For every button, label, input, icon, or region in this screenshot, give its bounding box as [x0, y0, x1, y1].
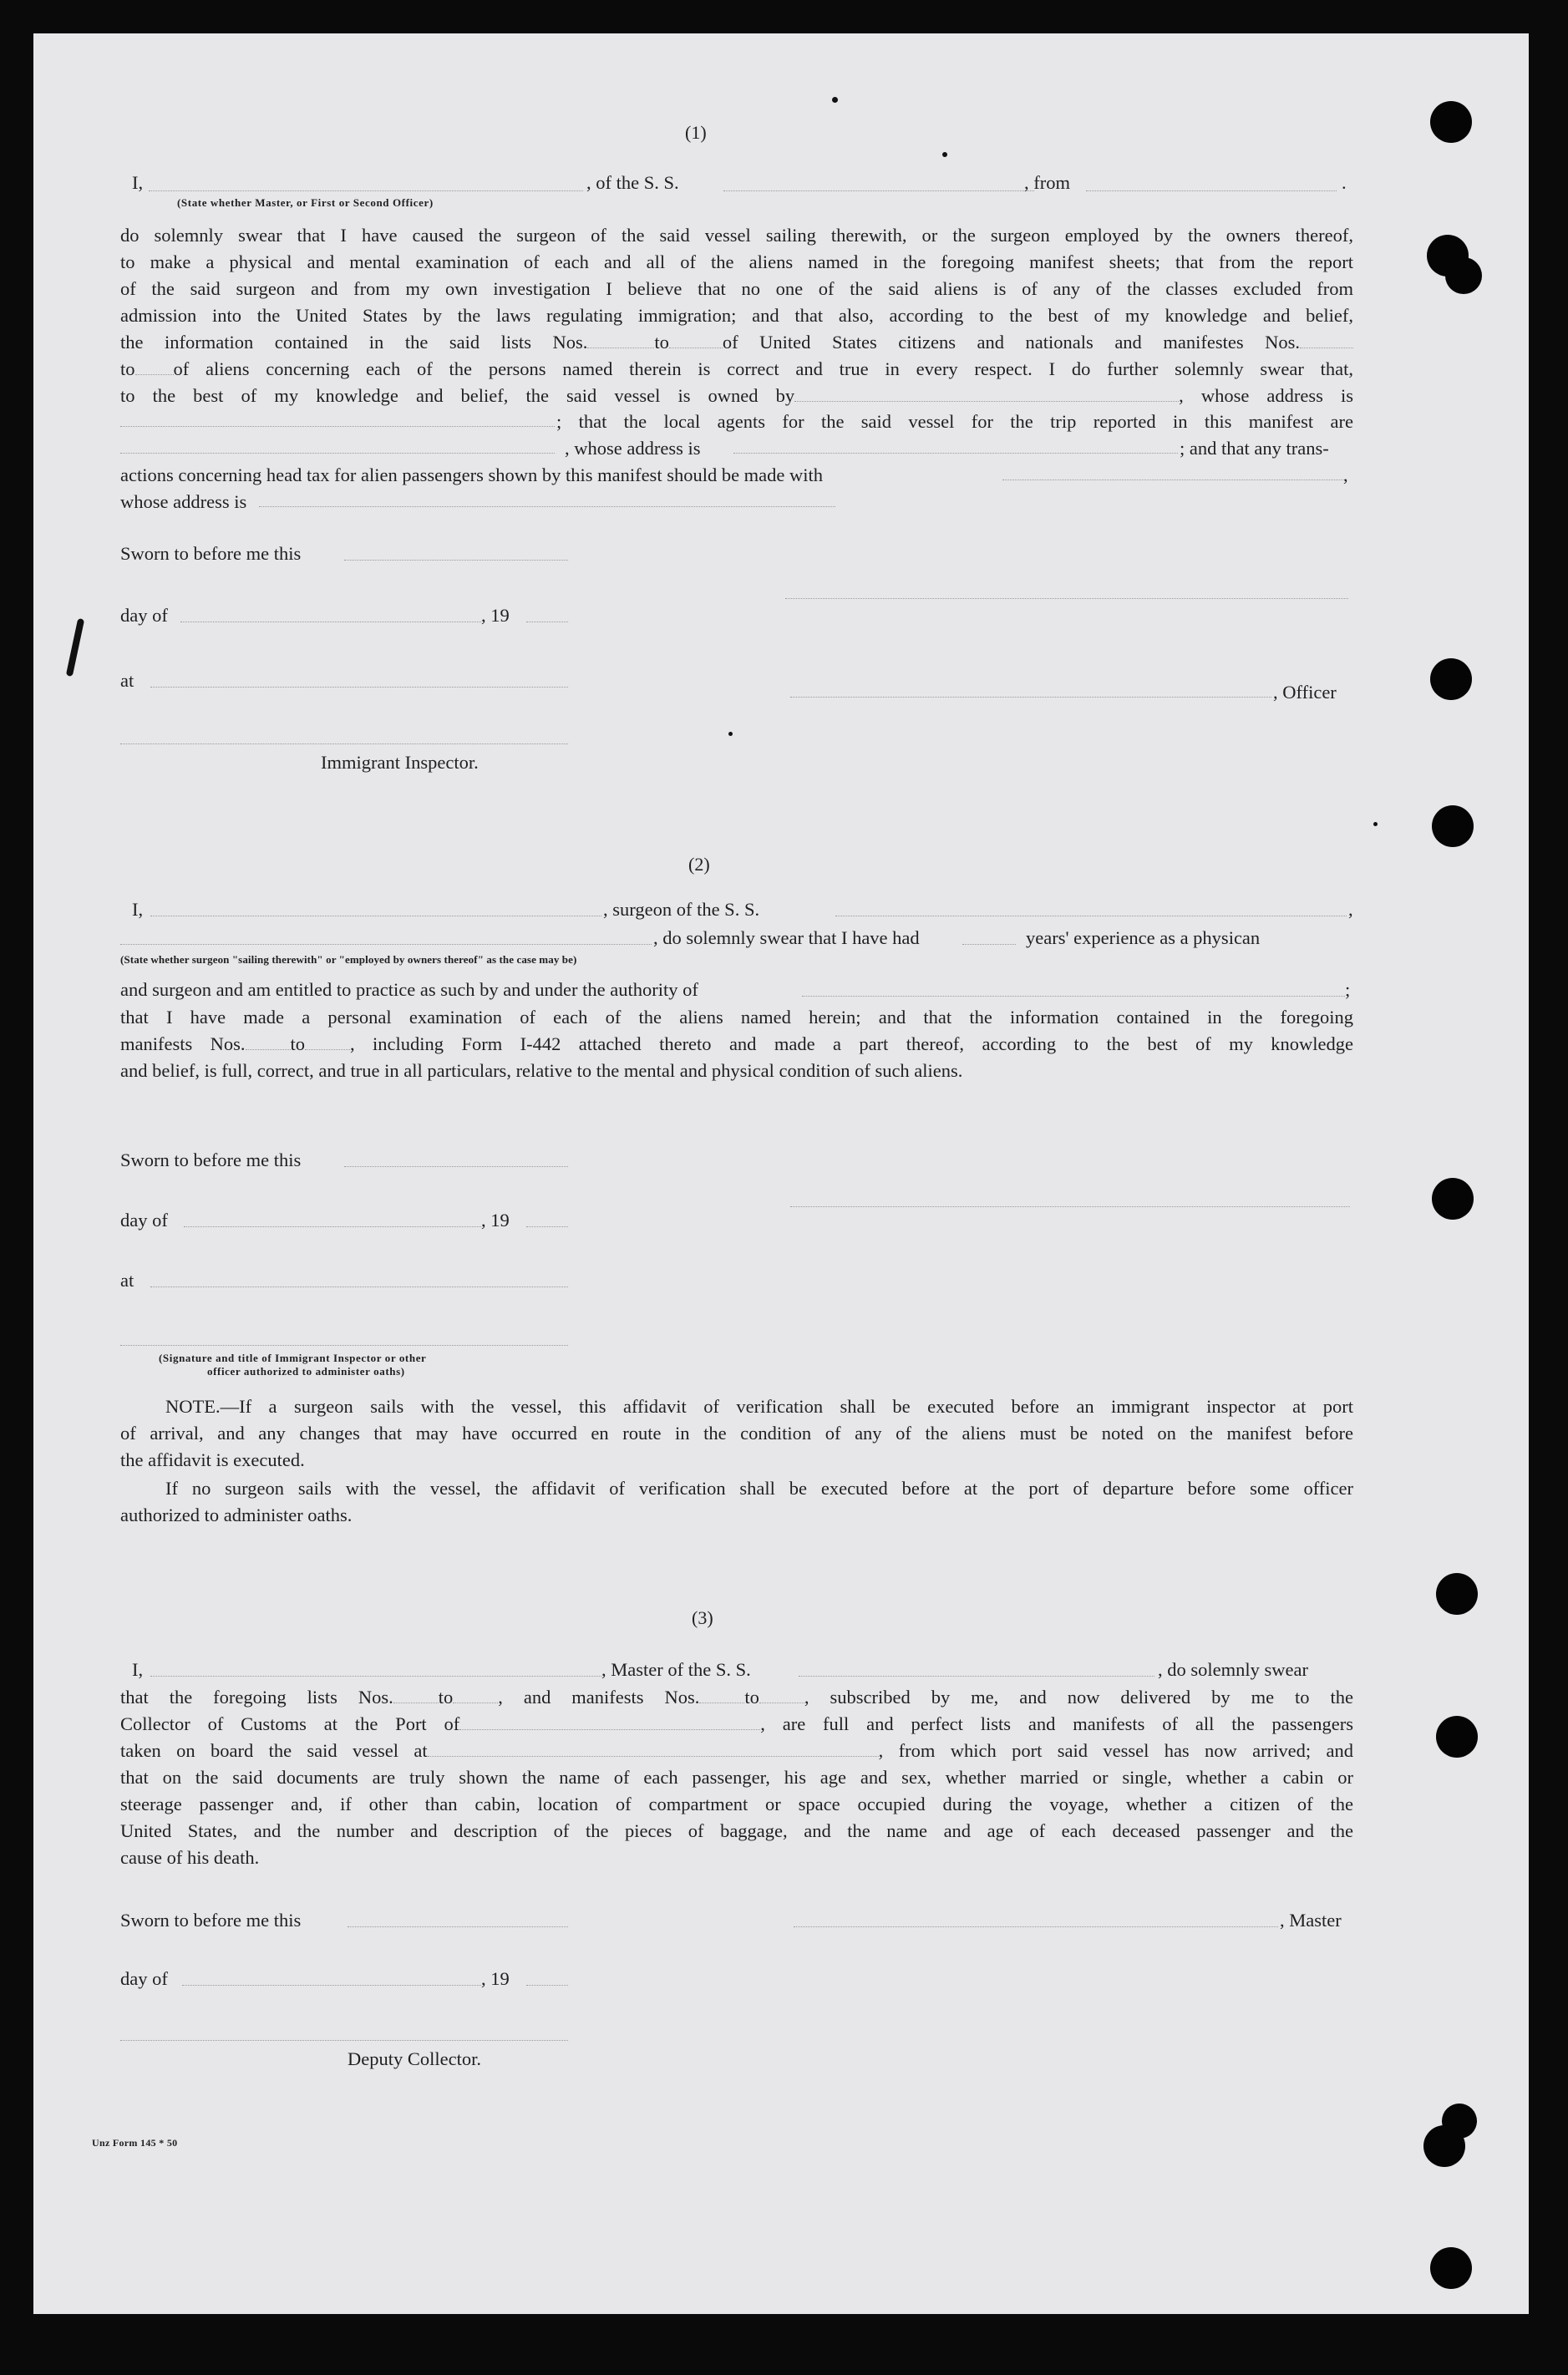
punch-hole: [1445, 257, 1482, 294]
blank-line: [120, 944, 652, 945]
signature-line: [785, 598, 1348, 599]
blank-line: [1086, 190, 1337, 191]
ink-speck: [942, 152, 947, 157]
sworn-label: Sworn to before me this: [120, 1910, 302, 1931]
oath-line: cause of his death.: [120, 1847, 260, 1868]
oath-prefix: I,: [132, 899, 144, 920]
blank-line: [149, 190, 583, 191]
blank-line: [526, 1985, 568, 1986]
oath-prefix: I,: [132, 1659, 144, 1680]
sworn-label: Sworn to before me this: [120, 543, 302, 564]
signature-line: [794, 1926, 1278, 1927]
oath-line: ; and that any trans-: [1180, 438, 1329, 459]
punch-hole: [1423, 2125, 1465, 2167]
blank-line: [150, 687, 568, 688]
oath-line: to of aliens concerning each of the persons named therein is correct and true in every respect. I do further solemnly swear that,: [120, 358, 1353, 379]
note-line: of arrival, and any changes that may have occurred en route in the condition of any of the aliens must be noted on the manifest before: [120, 1423, 1353, 1444]
caption: (State whether Master, or First or Second Officer): [177, 196, 434, 209]
text-swear: , do solemnly swear: [1158, 1659, 1308, 1680]
section-number: (3): [692, 1607, 713, 1628]
text-swear: , do solemnly swear that I have had: [653, 927, 920, 948]
oath-line: steerage passenger and, if other than cabin, location of compartment or space occupied during the voyage, whether a citizen of the: [120, 1794, 1353, 1814]
note-line: the affidavit is executed.: [120, 1449, 305, 1470]
officer-label: , Officer: [1273, 682, 1337, 703]
oath-line: of the said surgeon and from my own investigation I believe that no one of the said aliens is of any of the classes excluded from: [120, 278, 1353, 299]
oath-line: , whose address is: [565, 438, 701, 459]
text-master: , Master of the S. S.: [601, 1659, 751, 1680]
at-label: at: [120, 670, 134, 691]
blank-line: [120, 453, 555, 454]
section-number: (1): [685, 122, 707, 143]
oath-line: the information contained in the said lists Nos. to of United States citizens and nationals and manifestes Nos.: [120, 329, 1353, 357]
punch-hole: [1432, 1178, 1474, 1220]
oath-line: and surgeon and am entitled to practice as such by and under the authority of: [120, 979, 698, 1000]
text-from: , from: [1024, 172, 1070, 193]
blank-line: [962, 944, 1016, 945]
oath-line: and belief, is full, correct, and true in all particulars, relative to the mental and physical condition of such aliens.: [120, 1060, 963, 1081]
form-number: Unz Form 145 * 50: [92, 2137, 178, 2149]
oath-line: that on the said documents are truly shown the name of each passenger, his age and sex, whether married or single, whether a cabin or: [120, 1767, 1353, 1788]
day-of-label: day of: [120, 605, 168, 626]
master-label: , Master: [1280, 1910, 1342, 1931]
deputy-label: Deputy Collector.: [348, 2048, 481, 2069]
punch-hole: [1430, 658, 1472, 700]
text-comma: ,: [1348, 899, 1353, 920]
oath-line: taken on board the said vessel at , from which port said vessel has now arrived; and: [120, 1740, 1353, 1761]
oath-line: to the best of my knowledge and belief, the said vessel is owned by , whose address is: [120, 385, 1353, 406]
oath-line: admission into the United States by the laws regulating immigration; and that also, according to the best of my knowledge and belief,: [120, 305, 1353, 326]
blank-line: [120, 426, 555, 427]
text-surgeon: , surgeon of the S. S.: [603, 899, 760, 920]
text-of-ss: , of the S. S.: [586, 172, 679, 193]
inspector-label: Immigrant Inspector.: [321, 752, 479, 773]
oath-prefix: I,: [132, 172, 144, 193]
note-line: authorized to administer oaths.: [120, 1505, 353, 1525]
blank-line: [802, 996, 1345, 997]
punch-hole: [1430, 2247, 1472, 2289]
at-label: at: [120, 1270, 134, 1291]
blank-line: [182, 1985, 481, 1986]
note-line: NOTE.—If a surgeon sails with the vessel, this affidavit of verification shall be executed before an immigrant inspector at port: [165, 1396, 1353, 1417]
ink-speck: [832, 97, 838, 103]
ink-speck: [66, 618, 84, 677]
section-number: (2): [688, 854, 710, 875]
sworn-label: Sworn to before me this: [120, 1149, 302, 1170]
blank-line: [344, 560, 568, 561]
ink-speck: [1373, 822, 1378, 826]
blank-line: [184, 1226, 481, 1227]
note-line: If no surgeon sails with the vessel, the affidavit of verification shall be executed before at the port of departure before some officer: [165, 1478, 1353, 1499]
oath-line: Collector of Customs at the Port of , are full and perfect lists and manifests of all the passengers: [120, 1713, 1353, 1734]
signature-line: [120, 743, 568, 744]
text-semicolon: ;: [1345, 979, 1351, 1000]
caption: officer authorized to administer oaths): [207, 1365, 405, 1378]
blank-line: [526, 1226, 568, 1227]
punch-hole: [1430, 101, 1472, 143]
year-label: , 19: [481, 1968, 510, 1989]
day-of-label: day of: [120, 1968, 168, 1989]
signature-line: [120, 1345, 568, 1346]
day-of-label: day of: [120, 1210, 168, 1231]
blank-line: [799, 1676, 1154, 1677]
caption: (State whether surgeon "sailing therewith" or "employed by owners thereof" as the case may be): [120, 953, 577, 966]
signature-line: [790, 1206, 1350, 1207]
oath-line: to make a physical and mental examination of each and all of the aliens named in the foregoing manifest sheets; that from the report: [120, 251, 1353, 272]
punch-hole: [1436, 1716, 1478, 1758]
blank-line: [723, 190, 1034, 191]
document-page: [33, 33, 1529, 2314]
blank-line: [150, 1286, 568, 1287]
blank-line: [344, 1166, 568, 1167]
text-years: years' experience as a physican: [1026, 927, 1261, 948]
punch-hole: [1436, 1573, 1478, 1615]
oath-line: ; that the local agents for the said vessel for the trip reported in this manifest are: [556, 411, 1353, 432]
blank-line: [259, 506, 835, 507]
blank-line: [348, 1926, 568, 1927]
year-label: , 19: [481, 1210, 510, 1231]
text-period: .: [1342, 172, 1347, 193]
oath-line: manifests Nos. to , including Form I-442 attached thereto and made a part thereof, according to the best of my knowledge: [120, 1033, 1353, 1054]
oath-line: United States, and the number and description of the pieces of baggage, and the name and age of each deceased passenger and the: [120, 1820, 1353, 1841]
punch-hole: [1432, 805, 1474, 847]
oath-line: that the foregoing lists Nos. to , and manifests Nos. to , subscribed by me, and now delivered by me to the: [120, 1687, 1353, 1708]
year-label: , 19: [481, 605, 510, 626]
caption: (Signature and title of Immigrant Inspector or other: [159, 1352, 427, 1364]
signature-line: [120, 2040, 568, 2041]
ink-speck: [728, 732, 733, 736]
blank-line: [150, 1676, 601, 1677]
oath-line: that I have made a personal examination of each of the aliens named herein; and that the information contained in the foregoing: [120, 1007, 1353, 1028]
oath-line: whose address is: [120, 491, 247, 512]
blank-line: [733, 453, 1178, 454]
oath-line: do solemnly swear that I have caused the surgeon of the said vessel sailing therewith, or the surgeon employed by the owners thereof,: [120, 225, 1353, 246]
oath-line: actions concerning head tax for alien passengers shown by this manifest should be made with: [120, 464, 824, 485]
oath-line: ,: [1343, 464, 1348, 485]
signature-line: [790, 697, 1271, 698]
